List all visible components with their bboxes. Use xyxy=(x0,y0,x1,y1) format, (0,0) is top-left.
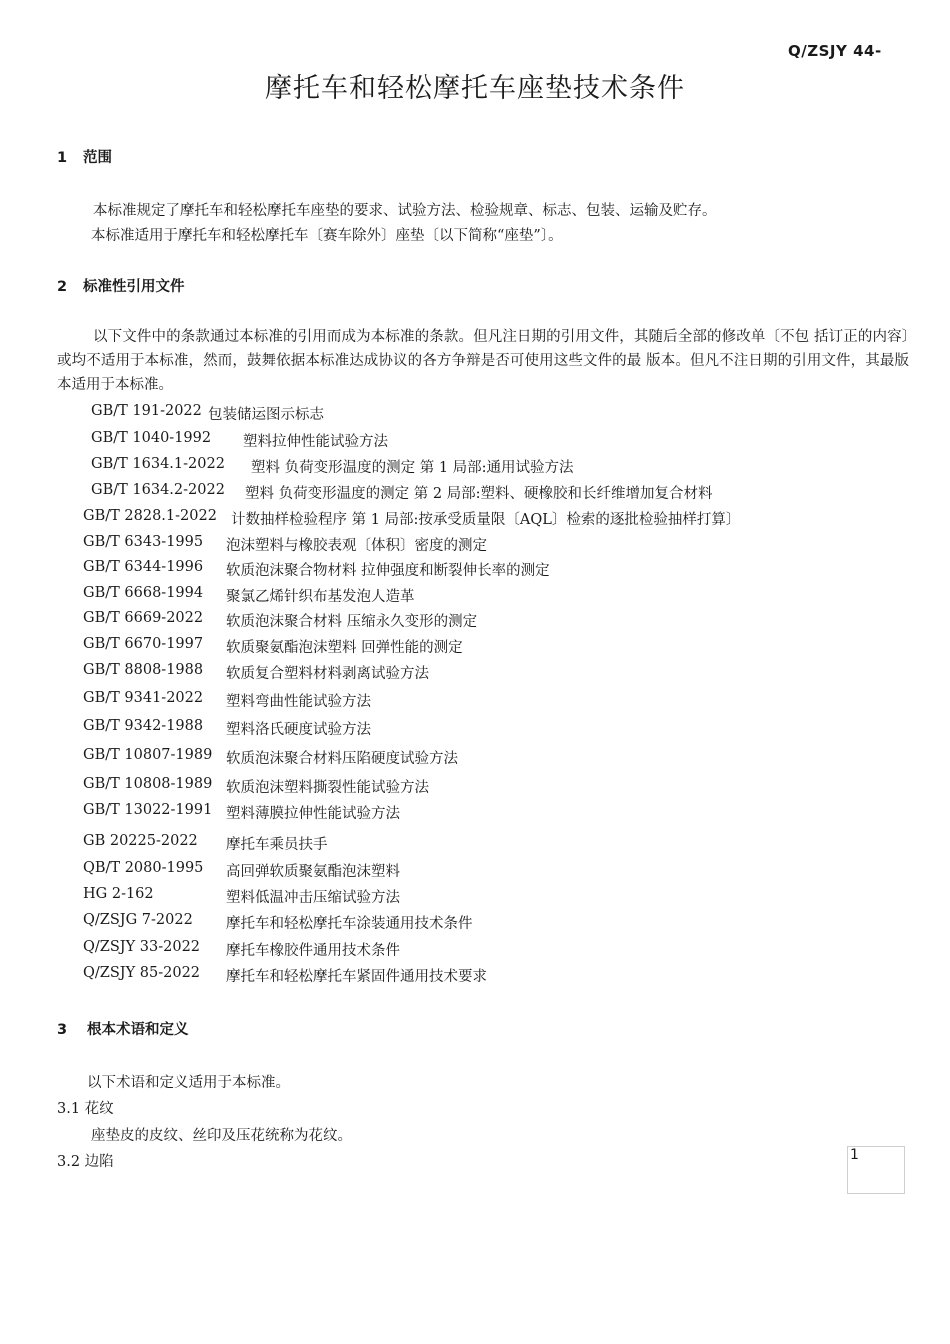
reference-title: 塑料 负荷变形温度的测定 第 1 局部:通用试验方法 xyxy=(251,460,574,476)
reference-code: Q/ZSJY 33-2022 xyxy=(83,939,201,955)
reference-title: 塑料弯曲性能试验方法 xyxy=(226,694,371,710)
reference-code: GB/T 10808-1989 xyxy=(83,776,213,792)
reference-title: 软质泡沫聚合材料 压缩永久变形的测定 xyxy=(226,614,478,630)
reference-title: 摩托车橡胶件通用技术条件 xyxy=(226,943,400,959)
reference-code: GB/T 6668-1994 xyxy=(83,585,204,601)
reference-code: GB/T 6343-1995 xyxy=(83,534,204,550)
reference-code: GB/T 2828.1-2022 xyxy=(83,508,217,524)
reference-code: GB/T 191-2022 xyxy=(91,403,202,419)
reference-title: 摩托车和轻松摩托车涂装通用技术条件 xyxy=(226,916,473,932)
reference-code: QB/T 2080-1995 xyxy=(83,860,204,876)
section-1-paragraph-1: 本标准规定了摩托车和轻松摩托车座垫的要求、试验方法、检验规章、标志、包装、运输及贮存。 xyxy=(93,203,717,219)
reference-code: GB/T 8808-1988 xyxy=(83,662,204,678)
reference-code: GB/T 1634.1-2022 xyxy=(91,456,225,472)
reference-code: GB/T 6669-2022 xyxy=(83,610,204,626)
reference-title: 高回弹软质聚氨酯泡沫塑料 xyxy=(226,864,400,880)
page-number: 1 xyxy=(850,1147,859,1163)
reference-title: 软质泡沫塑料撕裂性能试验方法 xyxy=(226,780,429,796)
term-3-1-heading: 3.1 花纹 xyxy=(57,1101,114,1117)
section-3-title: 根本术语和定义 xyxy=(87,1022,189,1038)
reference-code: HG 2-162 xyxy=(83,886,154,902)
reference-code: GB/T 1040-1992 xyxy=(91,430,212,446)
section-3-intro: 以下术语和定义适用于本标准。 xyxy=(87,1075,290,1091)
reference-title: 塑料 负荷变形温度的测定 第 2 局部:塑料、硬橡胶和长纤维增加复合材料 xyxy=(245,486,713,502)
reference-code: GB/T 6670-1997 xyxy=(83,636,204,652)
reference-title: 泡沫塑料与橡胶表观〔体积〕密度的测定 xyxy=(226,538,487,554)
reference-title: 软质泡沫聚合物材料 拉伸强度和断裂伸长率的测定 xyxy=(226,563,550,579)
reference-title: 塑料拉伸性能试验方法 xyxy=(243,434,388,450)
term-3-1-definition: 座垫皮的皮纹、丝印及压花统称为花纹。 xyxy=(91,1128,352,1144)
section-2-number: 2 xyxy=(57,279,68,295)
reference-code: GB/T 9342-1988 xyxy=(83,718,204,734)
reference-title: 摩托车乘员扶手 xyxy=(226,837,328,853)
reference-title: 摩托车和轻松摩托车紧固件通用技术要求 xyxy=(226,969,487,985)
section-1-paragraph-2: 本标准适用于摩托车和轻松摩托车〔赛车除外〕座垫〔以下简称“座垫”〕。 xyxy=(91,228,563,244)
reference-title: 包装储运图示标志 xyxy=(208,407,324,423)
reference-title: 塑料低温冲击压缩试验方法 xyxy=(226,890,400,906)
page-number-box xyxy=(847,1146,905,1194)
reference-title: 软质泡沫聚合材料压陷硬度试验方法 xyxy=(226,751,458,767)
reference-title: 塑料洛氏硬度试验方法 xyxy=(226,722,371,738)
reference-code: GB/T 6344-1996 xyxy=(83,559,204,575)
document-title: 摩托车和轻松摩托车座垫技术条件 xyxy=(265,73,685,104)
section-2-heading xyxy=(57,275,185,296)
term-3-2-heading: 3.2 边陷 xyxy=(57,1154,114,1170)
reference-code: GB 20225-2022 xyxy=(83,833,198,849)
reference-title: 塑料薄膜拉伸性能试验方法 xyxy=(226,806,400,822)
reference-code: GB/T 9341-2022 xyxy=(83,690,204,706)
reference-title: 软质复合塑料材料剥离试验方法 xyxy=(226,666,429,682)
reference-code: Q/ZSJG 7-2022 xyxy=(83,912,193,928)
reference-title: 计数抽样检验程序 第 1 局部:按承受质量限〔AQL〕检索的逐批检验抽样打算〕 xyxy=(231,512,741,528)
section-3-number: 3 xyxy=(57,1022,68,1038)
reference-title: 软质聚氨酯泡沫塑料 回弹性能的测定 xyxy=(226,640,463,656)
section-1-heading xyxy=(57,146,112,167)
reference-code: Q/ZSJY 85-2022 xyxy=(83,965,201,981)
section-2-title: 标准性引用文件 xyxy=(83,279,185,295)
reference-code: GB/T 13022-1991 xyxy=(83,802,213,818)
section-1-title: 范围 xyxy=(83,150,112,166)
reference-code: GB/T 10807-1989 xyxy=(83,747,213,763)
section-3-heading xyxy=(57,1018,189,1039)
reference-code: GB/T 1634.2-2022 xyxy=(91,482,225,498)
section-2-intro: 以下文件中的条款通过本标准的引用而成为本标准的条款。但凡注日期的引用文件，其随后全部的修改单〔不包 括订正的内容〕或均不适用于本标准，然而，鼓舞依据本标准达成协议的各方争辩是否可使用这些文件的最 版本。但凡不注日期的引用文件，其最版本适用于本标准。 xyxy=(57,329,909,393)
section-1-number: 1 xyxy=(57,150,68,166)
reference-title: 聚氯乙烯针织布基发泡人造革 xyxy=(226,589,415,605)
document-code: Q/ZSJY 44- xyxy=(788,42,882,60)
